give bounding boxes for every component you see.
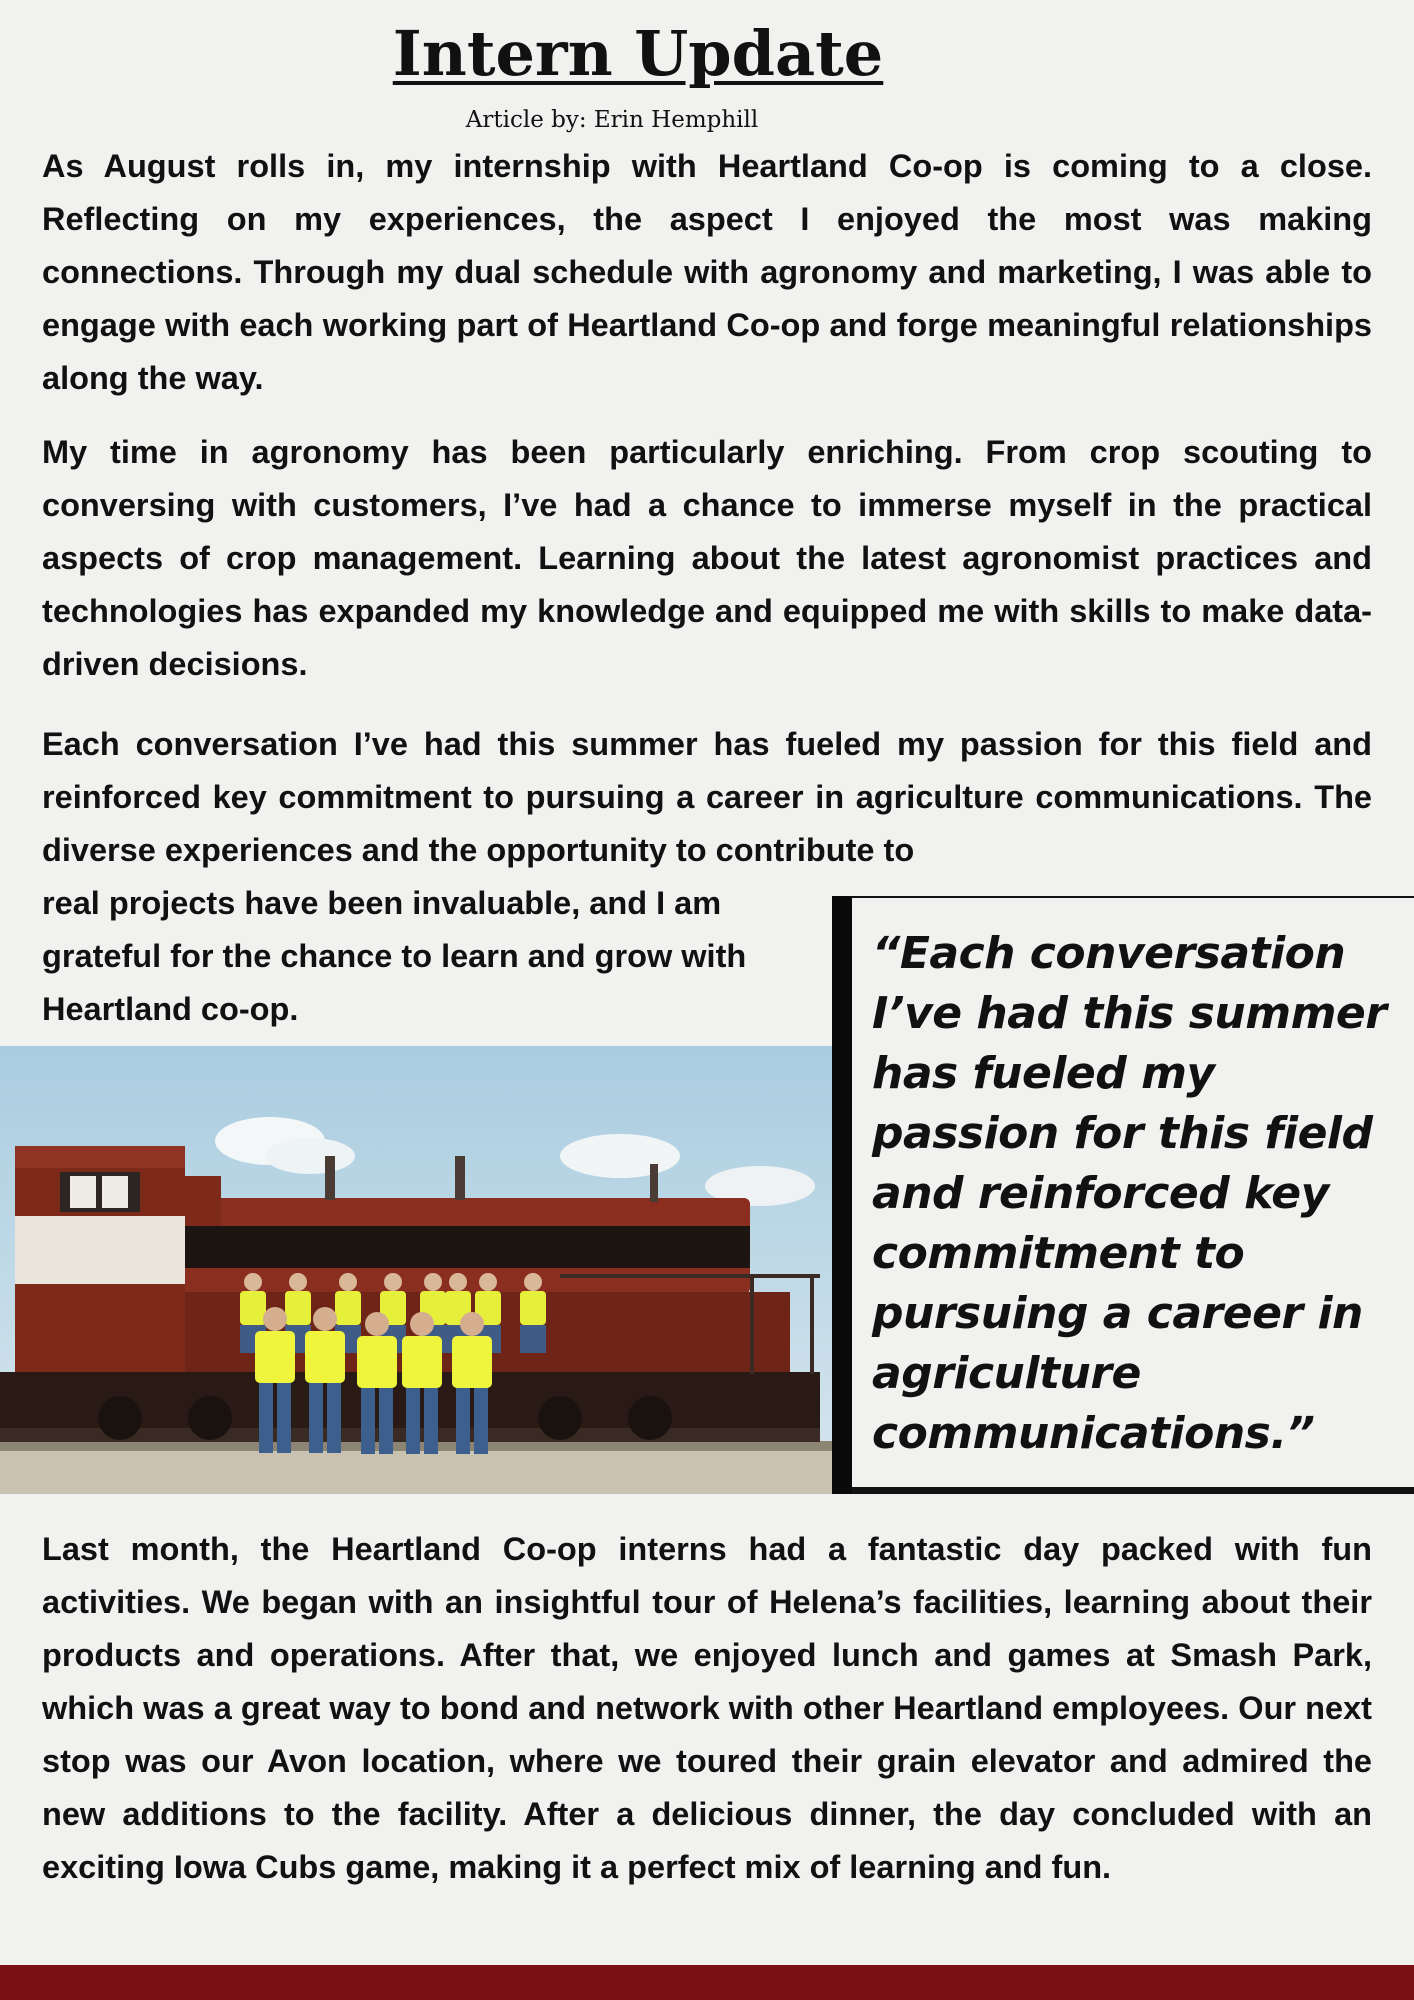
article-byline: Article by: Erin Hemphill	[465, 107, 759, 133]
pull-quote-box	[852, 896, 1414, 1494]
footer-bar	[0, 1965, 1414, 2000]
paragraph-agronomy: My time in agronomy has been particularly enriching. From crop scouting to conversing with customers, I’ve had a chance to immerse myself in the practical aspects of crop management. Learning about the latest agronomist practices and technologies has expanded my knowledge and equipped me with skills to make data-driven decisions.	[42, 434, 1372, 682]
article-title: Intern Update	[392, 17, 884, 90]
paragraph-intern-day: Last month, the Heartland Co-op interns had a fantastic day packed with fun activities. We began with an insightful tour of Helena’s facilities, learning about their products and operations. After that, we enjoyed lunch and games at Smash Park, which was a great way to bond and network with other Heartland employees. Our next stop was our Avon location, where we toured their grain elevator and admired the new additions to the facility. After a delicious dinner, the day concluded with an exciting Iowa Cubs game, making it a perfect mix of learning and fun.	[42, 1531, 1372, 1885]
paragraph-intro: As August rolls in, my internship with Heartland Co-op is coming to a close. Reflecting on my experiences, the aspect I enjoyed the most was making connections. Through my dual schedule with agronomy and marketing, I was able to engage with each working part of Heartland Co-op and forge meaningful relationships along the way.	[42, 148, 1372, 396]
paragraph-passion: Each conversation I’ve had this summer has fueled my passion for this field and reinforced key commitment to pursuing a career in agriculture communications. The diverse experiences and the opportunity to contribute to	[42, 726, 1372, 868]
paragraph-passion-continued: real projects have been invaluable, and I am grateful for the chance to learn and grow with Heartland co-op.	[42, 885, 747, 1027]
pull-quote-accent-bar	[832, 896, 852, 1494]
interns-train-photo	[0, 1046, 832, 1494]
pull-quote-text: “Each conversation I’ve had this summer has fueled my passion for this field and reinforced key commitment to pursuing a career in agriculture communications.”	[872, 928, 1387, 1459]
